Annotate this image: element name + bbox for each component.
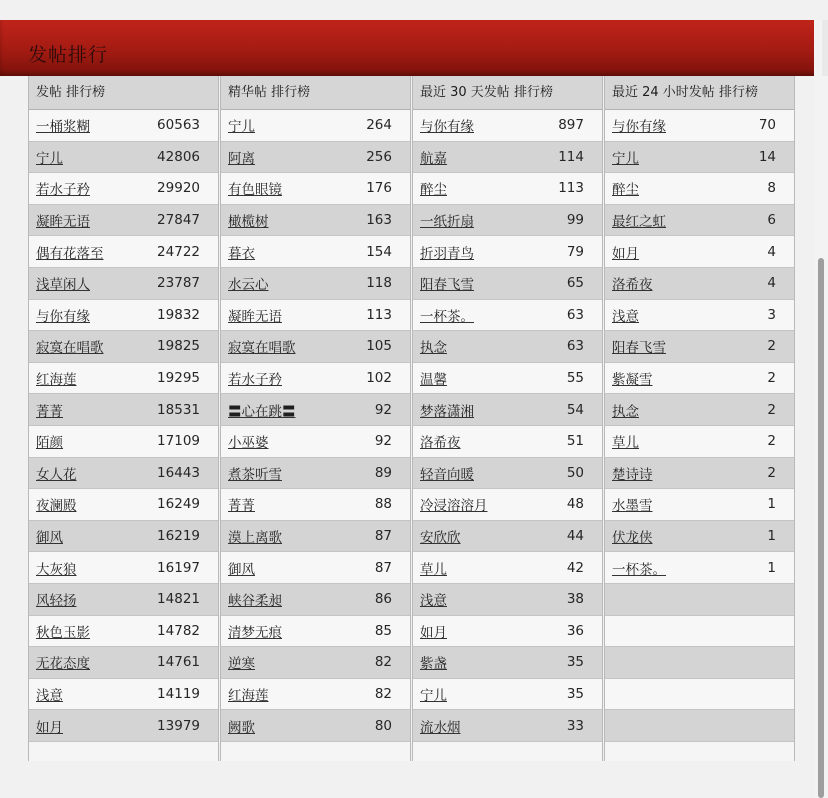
user-link[interactable]: 阳春飞雪 (612, 340, 666, 357)
post-count: 1 (767, 528, 776, 545)
ranking-row (605, 268, 794, 300)
post-count: 60563 (157, 117, 200, 134)
ranking-row (221, 236, 410, 268)
post-count: 54 (566, 401, 584, 418)
ranking-row (29, 300, 218, 332)
user-link[interactable]: 紫盏 (420, 656, 447, 673)
ranking-row (29, 331, 218, 363)
post-count: 4 (767, 243, 776, 260)
ranking-list (29, 110, 218, 742)
section-header (0, 20, 822, 76)
post-count: 2 (767, 370, 776, 387)
post-count: 92 (374, 433, 392, 450)
ranking-row (605, 426, 794, 458)
post-count: 27847 (157, 212, 200, 229)
user-link[interactable]: 水墨雪 (612, 498, 653, 515)
user-link[interactable]: 执念 (420, 340, 447, 357)
ranking-row (221, 394, 410, 426)
user-link[interactable]: 秋色玉影 (36, 624, 90, 641)
user-link[interactable]: 逆寒 (228, 656, 255, 673)
user-link[interactable]: 夜澜殿 (36, 498, 77, 515)
ranking-row (29, 173, 218, 205)
user-link[interactable]: 御风 (228, 561, 255, 578)
user-link[interactable]: 执念 (612, 403, 639, 420)
ranking-row (29, 142, 218, 174)
user-link[interactable]: 宁儿 (228, 119, 255, 136)
post-count: 14761 (157, 654, 200, 671)
post-count: 38 (566, 591, 584, 608)
user-link[interactable]: 无花态度 (36, 656, 90, 673)
post-count: 14119 (157, 685, 200, 702)
ranking-row (221, 142, 410, 174)
ranking-list (413, 110, 602, 742)
post-count: 14821 (157, 591, 200, 608)
post-count: 256 (366, 148, 392, 165)
ranking-row (413, 458, 602, 490)
post-count: 35 (566, 685, 584, 702)
user-link[interactable]: 菁菁 (36, 403, 63, 420)
user-link[interactable]: 红海莲 (36, 372, 77, 389)
ranking-row (29, 710, 218, 742)
ranking-column-featured (220, 76, 411, 761)
user-link[interactable]: 寂寞在唱歌 (36, 340, 104, 357)
user-link[interactable]: 暮衣 (228, 245, 255, 262)
post-count: 85 (374, 622, 392, 639)
post-count: 63 (566, 338, 584, 355)
post-count: 105 (366, 338, 392, 355)
user-link[interactable]: 一杯茶。 (420, 308, 474, 325)
ranking-row (29, 616, 218, 648)
user-link[interactable]: 如月 (36, 719, 63, 736)
ranking-row (605, 331, 794, 363)
user-link[interactable]: 流水烟 (420, 719, 461, 736)
user-link[interactable]: 若水子矜 (228, 372, 282, 389)
ranking-row (413, 426, 602, 458)
user-link[interactable]: 安欣欣 (420, 530, 461, 547)
ranking-row (413, 173, 602, 205)
user-link[interactable]: 梦落潇湘 (420, 403, 474, 420)
post-count: 102 (366, 370, 392, 387)
ranking-row (29, 268, 218, 300)
ranking-row (413, 110, 602, 142)
ranking-row (413, 679, 602, 711)
user-link[interactable]: 清梦无痕 (228, 624, 282, 641)
post-count: 87 (374, 559, 392, 576)
user-link[interactable]: 航嘉 (420, 150, 447, 167)
user-link[interactable]: 如月 (612, 245, 639, 262)
ranking-row (413, 710, 602, 742)
ranking-row (413, 489, 602, 521)
ranking-row (29, 647, 218, 679)
post-count: 897 (558, 117, 584, 134)
ranking-row (413, 331, 602, 363)
ranking-row (29, 552, 218, 584)
ranking-row (221, 521, 410, 553)
user-link[interactable]: 浅草闲人 (36, 277, 90, 294)
ranking-row (605, 710, 794, 742)
user-link[interactable]: 草儿 (420, 561, 447, 578)
column-header: 最近 30 天发帖 排行榜 (413, 76, 602, 110)
ranking-row (413, 142, 602, 174)
ranking-row (221, 205, 410, 237)
ranking-row (413, 584, 602, 616)
post-count: 87 (374, 528, 392, 545)
ranking-row (413, 236, 602, 268)
user-link[interactable]: 折羽青鸟 (420, 245, 474, 262)
ranking-row (29, 679, 218, 711)
user-link[interactable]: 御风 (36, 530, 63, 547)
ranking-row (605, 173, 794, 205)
ranking-row (221, 679, 410, 711)
post-count: 113 (366, 306, 392, 323)
user-link[interactable]: 洛希夜 (612, 277, 653, 294)
post-count: 17109 (157, 433, 200, 450)
column-header: 精华帖 排行榜 (221, 76, 410, 110)
ranking-row (413, 205, 602, 237)
post-count: 113 (558, 180, 584, 197)
post-count: 82 (374, 685, 392, 702)
user-link[interactable]: 大灰狼 (36, 561, 77, 578)
user-link[interactable]: 醉尘 (420, 182, 447, 199)
ranking-row (413, 268, 602, 300)
user-link[interactable]: 洛希夜 (420, 435, 461, 452)
post-count: 118 (366, 275, 392, 292)
post-count: 264 (366, 117, 392, 134)
ranking-row (605, 679, 794, 711)
user-link[interactable]: 一杯茶。 (612, 561, 666, 578)
ranking-row (29, 236, 218, 268)
ranking-row (605, 300, 794, 332)
ranking-row (221, 363, 410, 395)
user-link[interactable]: 漠上离歌 (228, 530, 282, 547)
post-count: 154 (366, 243, 392, 260)
user-link[interactable]: 与你有缘 (612, 119, 666, 136)
ranking-row (29, 521, 218, 553)
ranking-row (413, 552, 602, 584)
user-link[interactable]: 偶有花落至 (36, 245, 104, 262)
post-count: 55 (566, 370, 584, 387)
user-link[interactable]: 煮茶听雪 (228, 466, 282, 483)
post-count: 16219 (157, 528, 200, 545)
post-count: 3 (767, 306, 776, 323)
user-link[interactable]: 紫凝雪 (612, 372, 653, 389)
post-count: 163 (366, 212, 392, 229)
ranking-row (605, 521, 794, 553)
post-count: 16443 (157, 464, 200, 481)
post-count: 16197 (157, 559, 200, 576)
post-count: 50 (566, 464, 584, 481)
ranking-row (221, 710, 410, 742)
user-link[interactable]: 阿离 (228, 150, 255, 167)
post-count: 114 (558, 148, 584, 165)
post-count: 13979 (157, 717, 200, 734)
post-count: 51 (566, 433, 584, 450)
ranking-row (221, 110, 410, 142)
user-link[interactable]: 宁儿 (420, 687, 447, 704)
ranking-row (605, 363, 794, 395)
user-link[interactable]: 冷浸溶溶月 (420, 498, 488, 515)
ranking-row (221, 489, 410, 521)
post-count: 24722 (157, 243, 200, 260)
post-count: 29920 (157, 180, 200, 197)
column-header: 发帖 排行榜 (29, 76, 218, 110)
ranking-row (605, 584, 794, 616)
user-link[interactable]: 陌颜 (36, 435, 63, 452)
ranking-row (29, 584, 218, 616)
post-count: 33 (566, 717, 584, 734)
user-link[interactable]: 风轻扬 (36, 593, 77, 610)
post-count: 2 (767, 433, 776, 450)
user-link[interactable]: 轻音向暖 (420, 466, 474, 483)
user-link[interactable]: 阙歌 (228, 719, 255, 736)
ranking-row (605, 552, 794, 584)
user-link[interactable]: 楚诗诗 (612, 466, 653, 483)
user-link[interactable]: 浅意 (612, 308, 639, 325)
user-link[interactable]: 若水子矜 (36, 182, 90, 199)
user-link[interactable]: 如月 (420, 624, 447, 641)
user-link[interactable]: 小巫婆 (228, 435, 269, 452)
ranking-row (29, 205, 218, 237)
ranking-columns (28, 76, 796, 761)
post-count: 63 (566, 306, 584, 323)
ranking-row (605, 458, 794, 490)
ranking-row (605, 236, 794, 268)
ranking-list (605, 110, 794, 742)
user-link[interactable]: 与你有缘 (420, 119, 474, 136)
user-link[interactable]: 温馨 (420, 372, 447, 389)
ranking-row (605, 489, 794, 521)
user-link[interactable]: 草儿 (612, 435, 639, 452)
post-count: 8 (767, 180, 776, 197)
post-count: 2 (767, 401, 776, 418)
post-count: 36 (566, 622, 584, 639)
ranking-row (605, 616, 794, 648)
ranking-row (221, 458, 410, 490)
ranking-row (605, 110, 794, 142)
user-link[interactable]: 浅意 (36, 687, 63, 704)
ranking-row (605, 205, 794, 237)
user-link[interactable]: 峡谷柔昶 (228, 593, 282, 610)
post-count: 1 (767, 559, 776, 576)
post-count: 88 (374, 496, 392, 513)
post-count: 1 (767, 496, 776, 513)
ranking-row (413, 300, 602, 332)
user-link[interactable]: 凝眸无语 (228, 308, 282, 325)
post-count: 42 (566, 559, 584, 576)
ranking-row (29, 489, 218, 521)
user-link[interactable]: 一纸折扇 (420, 214, 474, 231)
ranking-row (221, 584, 410, 616)
post-count: 65 (566, 275, 584, 292)
post-count: 2 (767, 338, 776, 355)
post-count: 42806 (157, 148, 200, 165)
user-link[interactable]: 一桶浆糊 (36, 119, 90, 136)
ranking-row (605, 394, 794, 426)
user-link[interactable]: 有色眼镜 (228, 182, 282, 199)
column-header: 最近 24 小时发帖 排行榜 (605, 76, 794, 110)
section-title: 发帖排行 (28, 44, 109, 66)
ranking-row (29, 458, 218, 490)
post-count: 92 (374, 401, 392, 418)
post-count: 14 (758, 148, 776, 165)
ranking-row (221, 300, 410, 332)
post-count: 79 (566, 243, 584, 260)
ranking-row (29, 394, 218, 426)
user-link[interactable]: 浅意 (420, 593, 447, 610)
ranking-row (29, 426, 218, 458)
post-count: 2 (767, 464, 776, 481)
post-count: 99 (566, 212, 584, 229)
post-count: 18531 (157, 401, 200, 418)
ranking-row (413, 394, 602, 426)
user-link[interactable]: 宁儿 (36, 150, 63, 167)
ranking-row (221, 331, 410, 363)
ranking-list (221, 110, 410, 742)
user-link[interactable]: 伏龙侠 (612, 530, 653, 547)
user-link[interactable]: 最红之虹 (612, 214, 666, 231)
ranking-row (413, 647, 602, 679)
user-link[interactable]: 女人花 (36, 466, 77, 483)
ranking-row (413, 616, 602, 648)
user-link[interactable]: 寂寞在唱歌 (228, 340, 296, 357)
ranking-row (413, 363, 602, 395)
post-count: 16249 (157, 496, 200, 513)
top-spacer (0, 0, 828, 20)
user-link[interactable]: 水云心 (228, 277, 269, 294)
ranking-column-total-posts (28, 76, 219, 761)
post-count: 86 (374, 591, 392, 608)
user-link[interactable]: 菁菁 (228, 498, 255, 515)
post-count: 23787 (157, 275, 200, 292)
ranking-row (29, 363, 218, 395)
ranking-row (29, 110, 218, 142)
ranking-column-30-days (412, 76, 603, 761)
user-link[interactable]: 〓心在跳〓 (228, 403, 296, 420)
ranking-row (221, 426, 410, 458)
post-count: 35 (566, 654, 584, 671)
scrollbar-edge (822, 20, 828, 76)
post-count: 89 (374, 464, 392, 481)
ranking-column-24-hours (604, 76, 795, 761)
user-link[interactable]: 红海莲 (228, 687, 269, 704)
post-count: 176 (366, 180, 392, 197)
ranking-row (605, 142, 794, 174)
post-count: 19825 (157, 338, 200, 355)
ranking-row (221, 173, 410, 205)
ranking-row (221, 647, 410, 679)
post-count: 44 (566, 528, 584, 545)
post-count: 4 (767, 275, 776, 292)
user-link[interactable]: 醉尘 (612, 182, 639, 199)
post-count: 6 (767, 212, 776, 229)
post-count: 19295 (157, 370, 200, 387)
user-link[interactable]: 橄榄树 (228, 214, 269, 231)
ranking-row (221, 268, 410, 300)
user-link[interactable]: 与你有缘 (36, 308, 90, 325)
post-count: 19832 (157, 306, 200, 323)
ranking-row (221, 616, 410, 648)
post-count: 80 (374, 717, 392, 734)
ranking-row (605, 647, 794, 679)
user-link[interactable]: 阳春飞雪 (420, 277, 474, 294)
user-link[interactable]: 凝眸无语 (36, 214, 90, 231)
scrollbar-thumb[interactable] (818, 258, 824, 798)
post-count: 48 (566, 496, 584, 513)
ranking-row (221, 552, 410, 584)
post-count: 14782 (157, 622, 200, 639)
post-count: 70 (758, 117, 776, 134)
post-count: 82 (374, 654, 392, 671)
user-link[interactable]: 宁儿 (612, 150, 639, 167)
ranking-row (413, 521, 602, 553)
